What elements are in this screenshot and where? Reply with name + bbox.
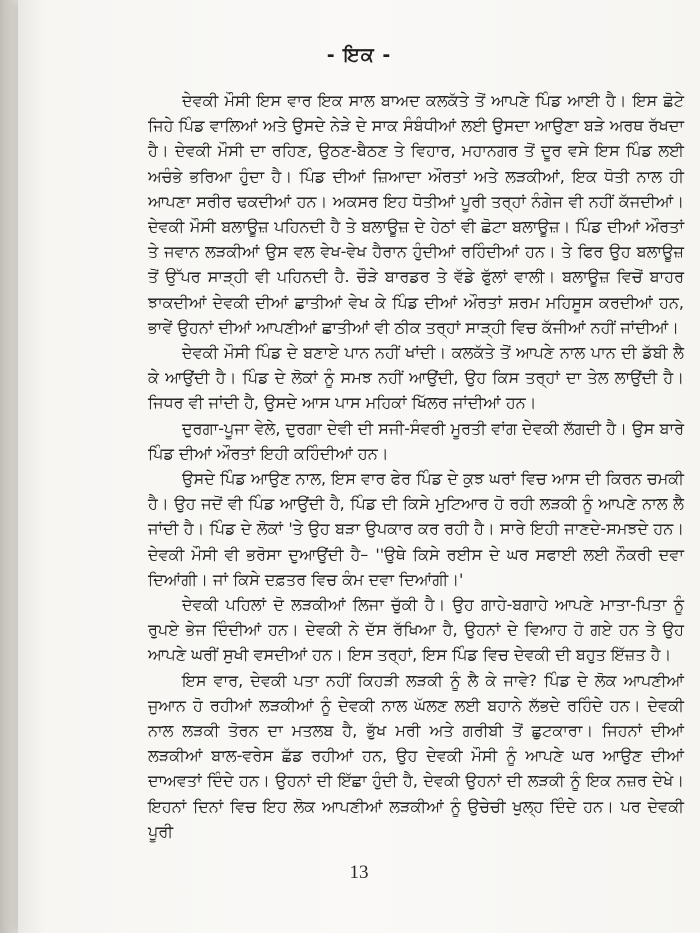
paragraph-2: ਦੇਵਕੀ ਮੌਸੀ ਪਿੰਡ ਦੇ ਬਣਾਏ ਪਾਨ ਨਹੀਂ ਖਾਂਦੀ। ਕਲਕੱਤੇ ਤੋਂ ਆਪਣੇ ਨਾਲ ਪਾਨ ਦੀ ਡੱਬੀ ਲੈ ਕੇ ਆਉਂਦੀ ਹੈ। ਪਿੰਡ ਦੇ ਲੋਕਾਂ ਨੂੰ ਸਮਝ ਨਹੀਂ ਆਉਂਦੀ, ਉਹ ਕਿਸ ਤਰ੍ਹਾਂ ਦਾ ਤੇਲ ਲਾਉਂਦੀ ਹੈ। ਜਿਧਰ ਵੀ ਜਾਂਦੀ ਹੈ, ਉਸਦੇ ਆਸ ਪਾਸ ਮਹਿਕਾਂ ਖਿੱਲਰ ਜਾਂਦੀਆਂ ਹਨ।	[148, 343, 684, 413]
book-gutter	[0, 0, 18, 933]
paragraph-5: ਦੇਵਕੀ ਪਹਿਲਾਂ ਦੋ ਲੜਕੀਆਂ ਲਿਜਾ ਚੁੱਕੀ ਹੈ। ਉਹ ਗਾਹੇ-ਬਗਾਹੇ ਆਪਣੇ ਮਾਤਾ-ਪਿਤਾ ਨੂੰ ਰੁਪਏ ਭੇਜ ਦਿੰਦੀਆਂ ਹਨ। ਦੇਵਕੀ ਨੇ ਦੱਸ ਰੱਖਿਆ ਹੈ, ਉਹਨਾਂ ਦੇ ਵਿਆਹ ਹੋ ਗਏ ਹਨ ਤੇ ਉਹ ਆਪਣੇ ਘਰੀਂ ਸੁਖੀ ਵਸਦੀਆਂ ਹਨ। ਇਸ ਤਰ੍ਹਾਂ, ਇਸ ਪਿੰਡ ਵਿਚ ਦੇਵਕੀ ਦੀ ਬਹੁਤ ਇੱਜ਼ਤ ਹੈ।	[148, 595, 684, 665]
chapter-title: - ਇਕ -	[326, 44, 392, 66]
paragraph-1: ਦੇਵਕੀ ਮੌਸੀ ਇਸ ਵਾਰ ਇਕ ਸਾਲ ਬਾਅਦ ਕਲਕੱਤੇ ਤੋਂ ਆਪਣੇ ਪਿੰਡ ਆਈ ਹੈ। ਇਸ ਛੋਟੇ ਜਿਹੇ ਪਿੰਡ ਵਾਲਿਆਂ ਅਤੇ ਉਸਦੇ ਨੇੜੇ ਦੇ ਸਾਕ ਸੰਬੰਧੀਆਂ ਲਈ ਉਸਦਾ ਆਉਣਾ ਬੜੇ ਅਰਥ ਰੱਖਦਾ ਹੈ। ਦੇਵਕੀ ਮੌਸੀ ਦਾ ਰਹਿਣ, ਉਠਣ-ਬੈਠਣ ਤੇ ਵਿਹਾਰ, ਮਹਾਨਗਰ ਤੋਂ ਦੂਰ ਵਸੇ ਇਸ ਪਿੰਡ ਲਈ ਅਚੰਭੇ ਭਰਿਆ ਹੁੰਦਾ ਹੈ। ਪਿੰਡ ਦੀਆਂ ਜ਼ਿਆਦਾ ਔਰਤਾਂ ਅਤੇ ਲੜਕੀਆਂ, ਇਕ ਧੋਤੀ ਨਾਲ ਹੀ ਆਪਣਾ ਸਰੀਰ ਢਕਦੀਆਂ ਹਨ। ਅਕਸਰ ਇਹ ਧੋਤੀਆਂ ਪੂਰੀ ਤਰ੍ਹਾਂ ਨੰਗੇਜ ਵੀ ਨਹੀਂ ਕੱਜਦੀਆਂ। ਦੇਵਕੀ ਮੌਸੀ ਬਲਾਊਜ਼ ਪਹਿਨਦੀ ਹੈ ਤੇ ਬਲਾਊਜ਼ ਦੇ ਹੇਠਾਂ ਵੀ ਛੋਟਾ ਬਲਾਊਜ਼। ਪਿੰਡ ਦੀਆਂ ਔਰਤਾਂ ਤੇ ਜਵਾਨ ਲੜਕੀਆਂ ਉਸ ਵਲ ਵੇਖ-ਵੇਖ ਹੈਰਾਨ ਹੁੰਦੀਆਂ ਰਹਿੰਦੀਆਂ ਹਨ। ਤੇ ਫਿਰ ਉਹ ਬਲਾਊਜ਼ ਤੋਂ ਉੱਪਰ ਸਾੜ੍ਹੀ ਵੀ ਪਹਿਨਦੀ ਹੈ. ਚੌੜੇ ਬਾਰਡਰ ਤੇ ਵੱਡੇ ਫੁੱਲਾਂ ਵਾਲੀ। ਬਲਾਊਜ਼ ਵਿਚੋਂ ਬਾਹਰ ਝਾਕਦੀਆਂ ਦੇਵਕੀ ਦੀਆਂ ਛਾਤੀਆਂ ਵੇਖ ਕੇ ਪਿੰਡ ਦੀਆਂ ਔਰਤਾਂ ਸ਼ਰਮ ਮਹਿਸੂਸ ਕਰਦੀਆਂ ਹਨ, ਭਾਵੇਂ ਉਹਨਾਂ ਦੀਆਂ ਆਪਣੀਆਂ ਛਾਤੀਆਂ ਵੀ ਠੀਕ ਤਰ੍ਹਾਂ ਸਾੜ੍ਹੀ ਵਿਚ ਕੱਜੀਆਂ ਨਹੀਂ ਜਾਂਦੀਆਂ।	[148, 91, 684, 337]
paragraph-4: ਉਸਦੇ ਪਿੰਡ ਆਉਣ ਨਾਲ, ਇਸ ਵਾਰ ਫੇਰ ਪਿੰਡ ਦੇ ਕੁਝ ਘਰਾਂ ਵਿਚ ਆਸ ਦੀ ਕਿਰਨ ਚਮਕੀ ਹੈ। ਉਹ ਜਦੋਂ ਵੀ ਪਿੰਡ ਆਉਂਦੀ ਹੈ, ਪਿੰਡ ਦੀ ਕਿਸੇ ਮੁਟਿਆਰ ਹੋ ਰਹੀ ਲੜਕੀ ਨੂੰ ਆਪਣੇ ਨਾਲ ਲੈ ਜਾਂਦੀ ਹੈ। ਪਿੰਡ ਦੇ ਲੋਕਾਂ 'ਤੇ ਉਹ ਬੜਾ ਉਪਕਾਰ ਕਰ ਰਹੀ ਹੈ। ਸਾਰੇ ਇਹੀ ਜਾਣਦੇ-ਸਮਝਦੇ ਹਨ। ਦੇਵਕੀ ਮੌਸੀ ਵੀ ਭਰੋਸਾ ਦੁਆਉਂਦੀ ਹੈ– ''ਉਥੇ ਕਿਸੇ ਰਈਸ ਦੇ ਘਰ ਸਫਾਈ ਲਈ ਨੌਕਰੀ ਦਵਾ ਦਿਆਂਗੀ। ਜਾਂ ਕਿਸੇ ਦਫ਼ਤਰ ਵਿਚ ਕੰਮ ਦਵਾ ਦਿਆਂਗੀ।'	[148, 469, 684, 589]
book-page	[18, 0, 700, 933]
paragraph-3: ਦੁਰਗਾ-ਪੂਜਾ ਵੇਲੇ, ਦੁਰਗਾ ਦੇਵੀ ਦੀ ਸਜੀ-ਸੰਵਰੀ ਮੂਰਤੀ ਵਾਂਗ ਦੇਵਕੀ ਲੱਗਦੀ ਹੈ। ਉਸ ਬਾਰੇ ਪਿੰਡ ਦੀਆਂ ਔਰਤਾਂ ਇਹੀ ਕਹਿੰਦੀਆਂ ਹਨ।	[148, 418, 684, 463]
paragraph-6: ਇਸ ਵਾਰ, ਦੇਵਕੀ ਪਤਾ ਨਹੀਂ ਕਿਹੜੀ ਲੜਕੀ ਨੂੰ ਲੈ ਕੇ ਜਾਵੇ? ਪਿੰਡ ਦੇ ਲੋਕ ਆਪਣੀਆਂ ਜੁਆਨ ਹੋ ਰਹੀਆਂ ਲੜਕੀਆਂ ਨੂੰ ਦੇਵਕੀ ਨਾਲ ਘੱਲਣ ਲਈ ਬਹਾਨੇ ਲੱਭਦੇ ਰਹਿੰਦੇ ਹਨ। ਦੇਵਕੀ ਨਾਲ ਲੜਕੀ ਤੋਰਨ ਦਾ ਮਤਲਬ ਹੈ, ਭੁੱਖ ਮਰੀ ਅਤੇ ਗਰੀਬੀ ਤੋਂ ਛੁਟਕਾਰਾ। ਜਿਹਨਾਂ ਦੀਆਂ ਲੜਕੀਆਂ ਬਾਲ-ਵਰੇਸ ਛੱਡ ਰਹੀਆਂ ਹਨ, ਉਹ ਦੇਵਕੀ ਮੌਸੀ ਨੂੰ ਆਪਣੇ ਘਰ ਆਉਣ ਦੀਆਂ ਦਾਅਵਤਾਂ ਦਿੰਦੇ ਹਨ। ਉਹਨਾਂ ਦੀ ਇੱਛਾ ਹੁੰਦੀ ਹੈ, ਦੇਵਕੀ ਉਹਨਾਂ ਦੀ ਲੜਕੀ ਨੂੰ ਇਕ ਨਜ਼ਰ ਦੇਖੇ। ਇਹਨਾਂ ਦਿਨਾਂ ਵਿਚ ਇਹ ਲੋਕ ਆਪਣੀਆਂ ਲੜਕੀਆਂ ਨੂੰ ਉਚੇਚੀ ਖੁਲ੍ਹ ਦਿੰਦੇ ਹਨ। ਪਰ ਦੇਵਕੀ ਪੂਰੀ	[148, 670, 684, 841]
page-number: 13	[349, 862, 369, 883]
body-text	[148, 88, 684, 844]
